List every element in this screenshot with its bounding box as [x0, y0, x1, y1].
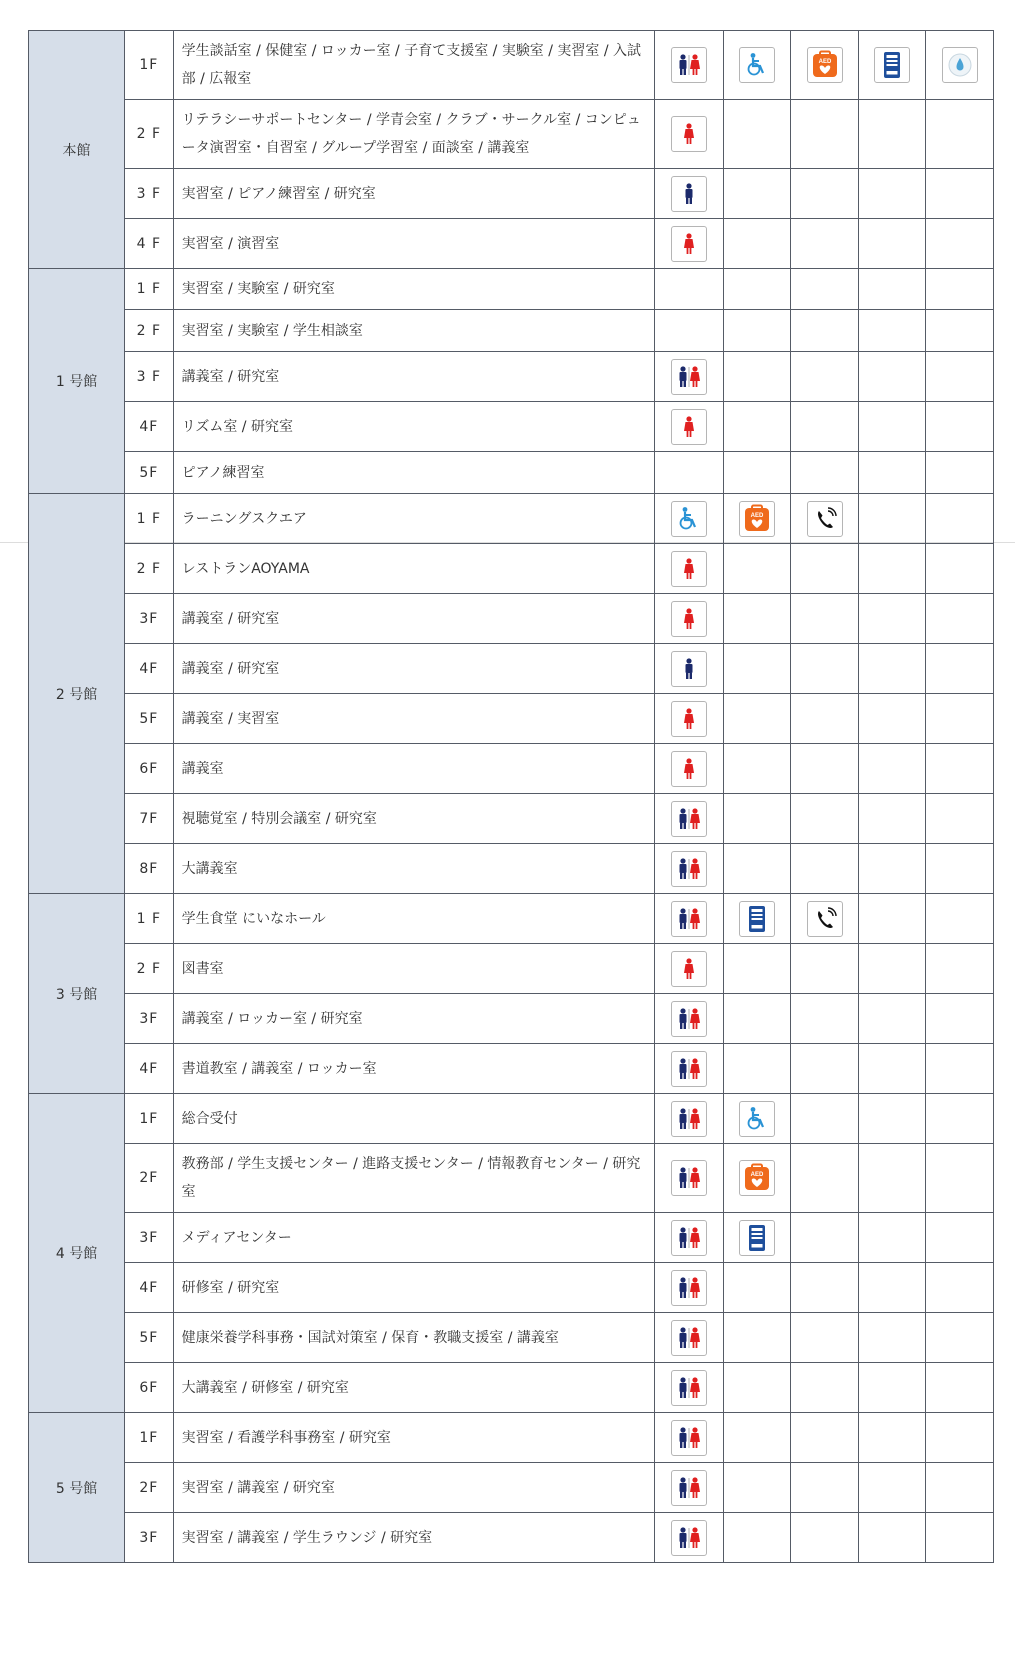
- facility-icon-cell: [858, 100, 926, 169]
- vending-machine-icon: [739, 901, 775, 937]
- restroom-female-icon: [671, 409, 707, 445]
- facility-icon-cell: [655, 694, 724, 744]
- facility-icon-cell: [791, 1263, 859, 1313]
- facility-icon-cell: [926, 844, 994, 894]
- facility-table-body: [29, 31, 994, 1563]
- facility-icon-cell: [858, 1263, 926, 1313]
- room-list: リテラシーサポートセンター / 学青会室 / クラブ・サークル室 / コンピュータ演習室・自習室 / グループ学習室 / 面談室 / 講義室: [173, 100, 654, 169]
- room-list: 実習室 / 実験室 / 研究室: [173, 269, 654, 310]
- facility-icon-cell: [655, 352, 724, 402]
- facility-icon-cell: [791, 352, 859, 402]
- facility-icon-cell: [858, 1144, 926, 1213]
- building-name: 本館: [29, 31, 125, 269]
- restroom-both-icon: [671, 1160, 707, 1196]
- room-list: 講義室 / ロッカー室 / 研究室: [173, 994, 654, 1044]
- facility-icon-cell: [926, 1044, 994, 1094]
- floor-label: 4 F: [125, 219, 174, 269]
- room-list: 学生談話室 / 保健室 / ロッカー室 / 子育て支援室 / 実験室 / 実習室 / 入試部 / 広報室: [173, 31, 654, 100]
- table-row: [29, 402, 994, 452]
- facility-icon-cell: [723, 594, 791, 644]
- facility-icon-cell: [655, 1094, 724, 1144]
- facility-icon-cell: [926, 1463, 994, 1513]
- table-row: [29, 31, 994, 100]
- table-row: [29, 544, 994, 594]
- floor-label: 5F: [125, 694, 174, 744]
- facility-icon-cell: [723, 844, 791, 894]
- facility-icon-cell: [723, 269, 791, 310]
- facility-icon-cell: [858, 994, 926, 1044]
- restroom-female-icon: [671, 226, 707, 262]
- facility-icon-cell: [723, 544, 791, 594]
- restroom-male-icon: [671, 651, 707, 687]
- room-list: 実習室 / 実験室 / 学生相談室: [173, 310, 654, 352]
- room-list: 講義室 / 研究室: [173, 594, 654, 644]
- restroom-female-icon: [671, 701, 707, 737]
- phone-icon: [807, 501, 843, 537]
- facility-icon-cell: [791, 794, 859, 844]
- facility-icon-cell: [723, 402, 791, 452]
- facility-icon-cell: [655, 744, 724, 794]
- room-list: 大講義室 / 研修室 / 研究室: [173, 1363, 654, 1413]
- restroom-female-icon: [671, 951, 707, 987]
- facility-icon-cell: [655, 1513, 724, 1563]
- table-row: [29, 944, 994, 994]
- facility-icon-cell: [791, 402, 859, 452]
- floor-label: 4F: [125, 402, 174, 452]
- facility-icon-cell: [655, 544, 724, 594]
- facility-icon-cell: [655, 594, 724, 644]
- svg-text:AED: AED: [818, 59, 831, 65]
- table-row: [29, 644, 994, 694]
- table-row: [29, 594, 994, 644]
- facility-icon-cell: [723, 352, 791, 402]
- floor-label: 1 F: [125, 269, 174, 310]
- facility-icon-cell: [791, 944, 859, 994]
- facility-icon-cell: [858, 1213, 926, 1263]
- facility-icon-cell: [858, 794, 926, 844]
- table-row: [29, 1044, 994, 1094]
- facility-icon-cell: [791, 219, 859, 269]
- facility-icon-cell: [858, 1513, 926, 1563]
- table-row: [29, 794, 994, 844]
- floor-label: 3F: [125, 594, 174, 644]
- floor-label: 4F: [125, 644, 174, 694]
- facility-icon-cell: [858, 844, 926, 894]
- room-list: 健康栄養学科事務・国試対策室 / 保育・教職支援室 / 講義室: [173, 1313, 654, 1363]
- table-row: [29, 219, 994, 269]
- restroom-both-icon: [671, 1320, 707, 1356]
- building-name: 1 号館: [29, 269, 125, 494]
- facility-icon-cell: [723, 744, 791, 794]
- facility-icon-cell: [926, 744, 994, 794]
- table-row: [29, 1413, 994, 1463]
- facility-icon-cell: [926, 544, 994, 594]
- restroom-female-icon: [671, 751, 707, 787]
- room-list: メディアセンター: [173, 1213, 654, 1263]
- facility-icon-cell: [926, 994, 994, 1044]
- facility-icon-cell: [926, 402, 994, 452]
- facility-icon-cell: [655, 1313, 724, 1363]
- room-list: 実習室 / 講義室 / 学生ラウンジ / 研究室: [173, 1513, 654, 1563]
- room-list: レストランAOYAMA: [173, 544, 654, 594]
- facility-icon-cell: [858, 494, 926, 544]
- restroom-both-icon: [671, 1520, 707, 1556]
- table-row: [29, 694, 994, 744]
- facility-icon-cell: [858, 352, 926, 402]
- floor-label: 1 F: [125, 894, 174, 944]
- restroom-both-icon: [671, 1001, 707, 1037]
- facility-icon-cell: [655, 894, 724, 944]
- room-list: 教務部 / 学生支援センター / 進路支援センター / 情報教育センター / 研究室: [173, 1144, 654, 1213]
- room-list: 図書室: [173, 944, 654, 994]
- table-row: [29, 1313, 994, 1363]
- facility-icon-cell: [926, 1363, 994, 1413]
- table-row: [29, 269, 994, 310]
- floor-label: 2 F: [125, 310, 174, 352]
- facility-icon-cell: [723, 1213, 791, 1263]
- facility-icon-cell: [723, 100, 791, 169]
- facility-icon-cell: [791, 844, 859, 894]
- facility-icon-cell: [858, 944, 926, 994]
- facility-icon-cell: [655, 1044, 724, 1094]
- facility-icon-cell: [655, 31, 724, 100]
- restroom-female-icon: [671, 601, 707, 637]
- facility-icon-cell: [858, 694, 926, 744]
- room-list: 実習室 / ピアノ練習室 / 研究室: [173, 169, 654, 219]
- facility-icon-cell: [858, 310, 926, 352]
- facility-icon-cell: [791, 494, 859, 544]
- facility-icon-cell: [791, 452, 859, 494]
- building-name: 5 号館: [29, 1413, 125, 1563]
- room-list: 書道教室 / 講義室 / ロッカー室: [173, 1044, 654, 1094]
- facility-icon-cell: [791, 1363, 859, 1413]
- facility-icon-cell: [791, 269, 859, 310]
- facility-icon-cell: [926, 1144, 994, 1213]
- restroom-both-icon: [671, 1470, 707, 1506]
- floor-label: 1F: [125, 31, 174, 100]
- facility-icon-cell: [655, 169, 724, 219]
- facility-icon-cell: [926, 644, 994, 694]
- floor-label: 4F: [125, 1263, 174, 1313]
- facility-icon-cell: [858, 452, 926, 494]
- water-fountain-icon: [942, 47, 978, 83]
- vending-machine-icon: [739, 1220, 775, 1256]
- table-row: [29, 169, 994, 219]
- table-row: [29, 994, 994, 1044]
- room-list: リズム室 / 研究室: [173, 402, 654, 452]
- facility-icon-cell: [926, 1513, 994, 1563]
- facility-icon-cell: [791, 169, 859, 219]
- facility-icon-cell: [791, 310, 859, 352]
- table-row: [29, 1263, 994, 1313]
- facility-icon-cell: [655, 1463, 724, 1513]
- facility-icon-cell: [655, 1413, 724, 1463]
- floor-label: 1F: [125, 1413, 174, 1463]
- table-row: [29, 494, 994, 544]
- floor-label: 5F: [125, 1313, 174, 1363]
- wheelchair-icon: [671, 501, 707, 537]
- table-row: [29, 1363, 994, 1413]
- floor-label: 2 F: [125, 544, 174, 594]
- facility-icon-cell: [791, 594, 859, 644]
- svg-text:AED: AED: [750, 1172, 764, 1178]
- table-row: [29, 1213, 994, 1263]
- room-list: 講義室: [173, 744, 654, 794]
- room-list: 講義室 / 実習室: [173, 694, 654, 744]
- restroom-both-icon: [671, 1370, 707, 1406]
- table-row: [29, 100, 994, 169]
- phone-icon: [807, 901, 843, 937]
- restroom-both-icon: [671, 359, 707, 395]
- facility-icon-cell: [858, 1363, 926, 1413]
- room-list: 講義室 / 研究室: [173, 644, 654, 694]
- floor-label: 3F: [125, 1513, 174, 1563]
- restroom-both-icon: [671, 901, 707, 937]
- facility-icon-cell: [858, 269, 926, 310]
- facility-icon-cell: [858, 1413, 926, 1463]
- facility-icon-cell: [791, 31, 859, 100]
- table-row: [29, 894, 994, 944]
- facility-icon-cell: [791, 1463, 859, 1513]
- table-row: [29, 1513, 994, 1563]
- floor-label: 3 F: [125, 169, 174, 219]
- floor-label: 2 F: [125, 944, 174, 994]
- floor-label: 2 F: [125, 100, 174, 169]
- facility-icon-cell: [723, 694, 791, 744]
- table-row: [29, 1094, 994, 1144]
- facility-icon-cell: [791, 1513, 859, 1563]
- room-list: 大講義室: [173, 844, 654, 894]
- wheelchair-icon: [739, 1101, 775, 1137]
- room-list: 講義室 / 研究室: [173, 352, 654, 402]
- table-row: [29, 844, 994, 894]
- facility-icon-cell: [655, 269, 724, 310]
- table-row: [29, 310, 994, 352]
- facility-icon-cell: [723, 1513, 791, 1563]
- aed-icon: [807, 47, 843, 83]
- table-row: [29, 452, 994, 494]
- facility-icon-cell: [926, 1313, 994, 1363]
- facility-icon-cell: [655, 452, 724, 494]
- facility-icon-cell: [858, 31, 926, 100]
- facility-icon-cell: [655, 310, 724, 352]
- facility-icon-cell: [723, 1413, 791, 1463]
- facility-icon-cell: [723, 169, 791, 219]
- restroom-both-icon: [671, 851, 707, 887]
- facility-icon-cell: [655, 1263, 724, 1313]
- floor-label: 7F: [125, 794, 174, 844]
- room-list: 研修室 / 研究室: [173, 1263, 654, 1313]
- facility-icon-cell: [723, 644, 791, 694]
- building-name: 3 号館: [29, 894, 125, 1094]
- facility-icon-cell: [858, 1044, 926, 1094]
- facility-icon-cell: [723, 494, 791, 544]
- facility-icon-cell: [655, 994, 724, 1044]
- facility-icon-cell: [858, 544, 926, 594]
- floor-label: 6F: [125, 744, 174, 794]
- facility-icon-cell: [655, 100, 724, 169]
- wheelchair-icon: [739, 47, 775, 83]
- facility-icon-cell: [791, 1213, 859, 1263]
- floor-label: 3F: [125, 994, 174, 1044]
- facility-icon-cell: [926, 1263, 994, 1313]
- facility-icon-cell: [723, 1144, 791, 1213]
- facility-icon-cell: [723, 1044, 791, 1094]
- room-list: 総合受付: [173, 1094, 654, 1144]
- aed-icon: [739, 1160, 775, 1196]
- restroom-male-icon: [671, 176, 707, 212]
- facility-icon-cell: [791, 100, 859, 169]
- facility-icon-cell: [926, 1213, 994, 1263]
- facility-icon-cell: [858, 1094, 926, 1144]
- facility-icon-cell: [791, 1044, 859, 1094]
- facility-icon-cell: [926, 894, 994, 944]
- facility-icon-cell: [926, 219, 994, 269]
- facility-icon-cell: [655, 1363, 724, 1413]
- facility-icon-cell: [926, 944, 994, 994]
- facility-icon-cell: [791, 1094, 859, 1144]
- facility-icon-cell: [723, 894, 791, 944]
- facility-icon-cell: [926, 594, 994, 644]
- facility-icon-cell: [723, 452, 791, 494]
- facility-icon-cell: [791, 644, 859, 694]
- table-row: [29, 1463, 994, 1513]
- facility-table: [28, 30, 994, 1563]
- restroom-both-icon: [671, 801, 707, 837]
- facility-icon-cell: [926, 169, 994, 219]
- floor-label: 3F: [125, 1213, 174, 1263]
- table-row: [29, 744, 994, 794]
- facility-icon-cell: [723, 310, 791, 352]
- facility-icon-cell: [791, 544, 859, 594]
- facility-icon-cell: [723, 994, 791, 1044]
- facility-icon-cell: [723, 219, 791, 269]
- facility-icon-cell: [655, 1144, 724, 1213]
- table-row: [29, 352, 994, 402]
- floor-label: 6F: [125, 1363, 174, 1413]
- facility-icon-cell: [791, 744, 859, 794]
- facility-icon-cell: [926, 694, 994, 744]
- floor-label: 5F: [125, 452, 174, 494]
- facility-icon-cell: [655, 219, 724, 269]
- facility-icon-cell: [858, 219, 926, 269]
- restroom-both-icon: [671, 47, 707, 83]
- facility-icon-cell: [655, 644, 724, 694]
- facility-icon-cell: [723, 944, 791, 994]
- facility-icon-cell: [723, 1313, 791, 1363]
- room-list: ピアノ練習室: [173, 452, 654, 494]
- room-list: 学生食堂 にいなホール: [173, 894, 654, 944]
- room-list: 視聴覚室 / 特別会議室 / 研究室: [173, 794, 654, 844]
- facility-icon-cell: [858, 644, 926, 694]
- facility-icon-cell: [655, 494, 724, 544]
- aed-icon: [739, 501, 775, 537]
- facility-icon-cell: [655, 402, 724, 452]
- facility-icon-cell: [926, 31, 994, 100]
- facility-icon-cell: [655, 1213, 724, 1263]
- floor-label: 1 F: [125, 494, 174, 544]
- floor-label: 4F: [125, 1044, 174, 1094]
- room-list: 実習室 / 演習室: [173, 219, 654, 269]
- floor-label: 2F: [125, 1463, 174, 1513]
- facility-icon-cell: [858, 594, 926, 644]
- facility-icon-cell: [858, 169, 926, 219]
- restroom-both-icon: [671, 1270, 707, 1306]
- facility-icon-cell: [926, 494, 994, 544]
- facility-icon-cell: [723, 1363, 791, 1413]
- floor-label: 3 F: [125, 352, 174, 402]
- restroom-both-icon: [671, 1420, 707, 1456]
- restroom-both-icon: [671, 1101, 707, 1137]
- facility-icon-cell: [926, 100, 994, 169]
- facility-icon-cell: [926, 452, 994, 494]
- restroom-female-icon: [671, 116, 707, 152]
- floor-label: 8F: [125, 844, 174, 894]
- restroom-both-icon: [671, 1051, 707, 1087]
- table-row: [29, 1144, 994, 1213]
- facility-icon-cell: [655, 844, 724, 894]
- facility-icon-cell: [791, 1313, 859, 1363]
- facility-icon-cell: [926, 310, 994, 352]
- facility-icon-cell: [655, 794, 724, 844]
- room-list: 実習室 / 講義室 / 研究室: [173, 1463, 654, 1513]
- facility-icon-cell: [858, 1313, 926, 1363]
- facility-icon-cell: [791, 694, 859, 744]
- facility-icon-cell: [926, 352, 994, 402]
- floor-label: 1F: [125, 1094, 174, 1144]
- floor-label: 2F: [125, 1144, 174, 1213]
- facility-icon-cell: [858, 894, 926, 944]
- building-name: 2 号館: [29, 494, 125, 894]
- facility-icon-cell: [858, 1463, 926, 1513]
- facility-icon-cell: [858, 402, 926, 452]
- restroom-both-icon: [671, 1220, 707, 1256]
- facility-icon-cell: [791, 1144, 859, 1213]
- facility-icon-cell: [723, 1463, 791, 1513]
- facility-icon-cell: [926, 794, 994, 844]
- room-list: 実習室 / 看護学科事務室 / 研究室: [173, 1413, 654, 1463]
- facility-icon-cell: [791, 1413, 859, 1463]
- room-list: ラーニングスクエア: [173, 494, 654, 544]
- facility-icon-cell: [723, 794, 791, 844]
- svg-text:AED: AED: [750, 512, 764, 519]
- facility-icon-cell: [723, 1094, 791, 1144]
- facility-icon-cell: [926, 1094, 994, 1144]
- facility-icon-cell: [655, 944, 724, 994]
- facility-icon-cell: [926, 1413, 994, 1463]
- facility-icon-cell: [858, 744, 926, 794]
- facility-icon-cell: [791, 894, 859, 944]
- facility-icon-cell: [926, 269, 994, 310]
- facility-icon-cell: [723, 1263, 791, 1313]
- facility-icon-cell: [791, 994, 859, 1044]
- building-name: 4 号館: [29, 1094, 125, 1413]
- facility-icon-cell: [723, 31, 791, 100]
- vending-machine-icon: [874, 47, 910, 83]
- restroom-female-icon: [671, 551, 707, 587]
